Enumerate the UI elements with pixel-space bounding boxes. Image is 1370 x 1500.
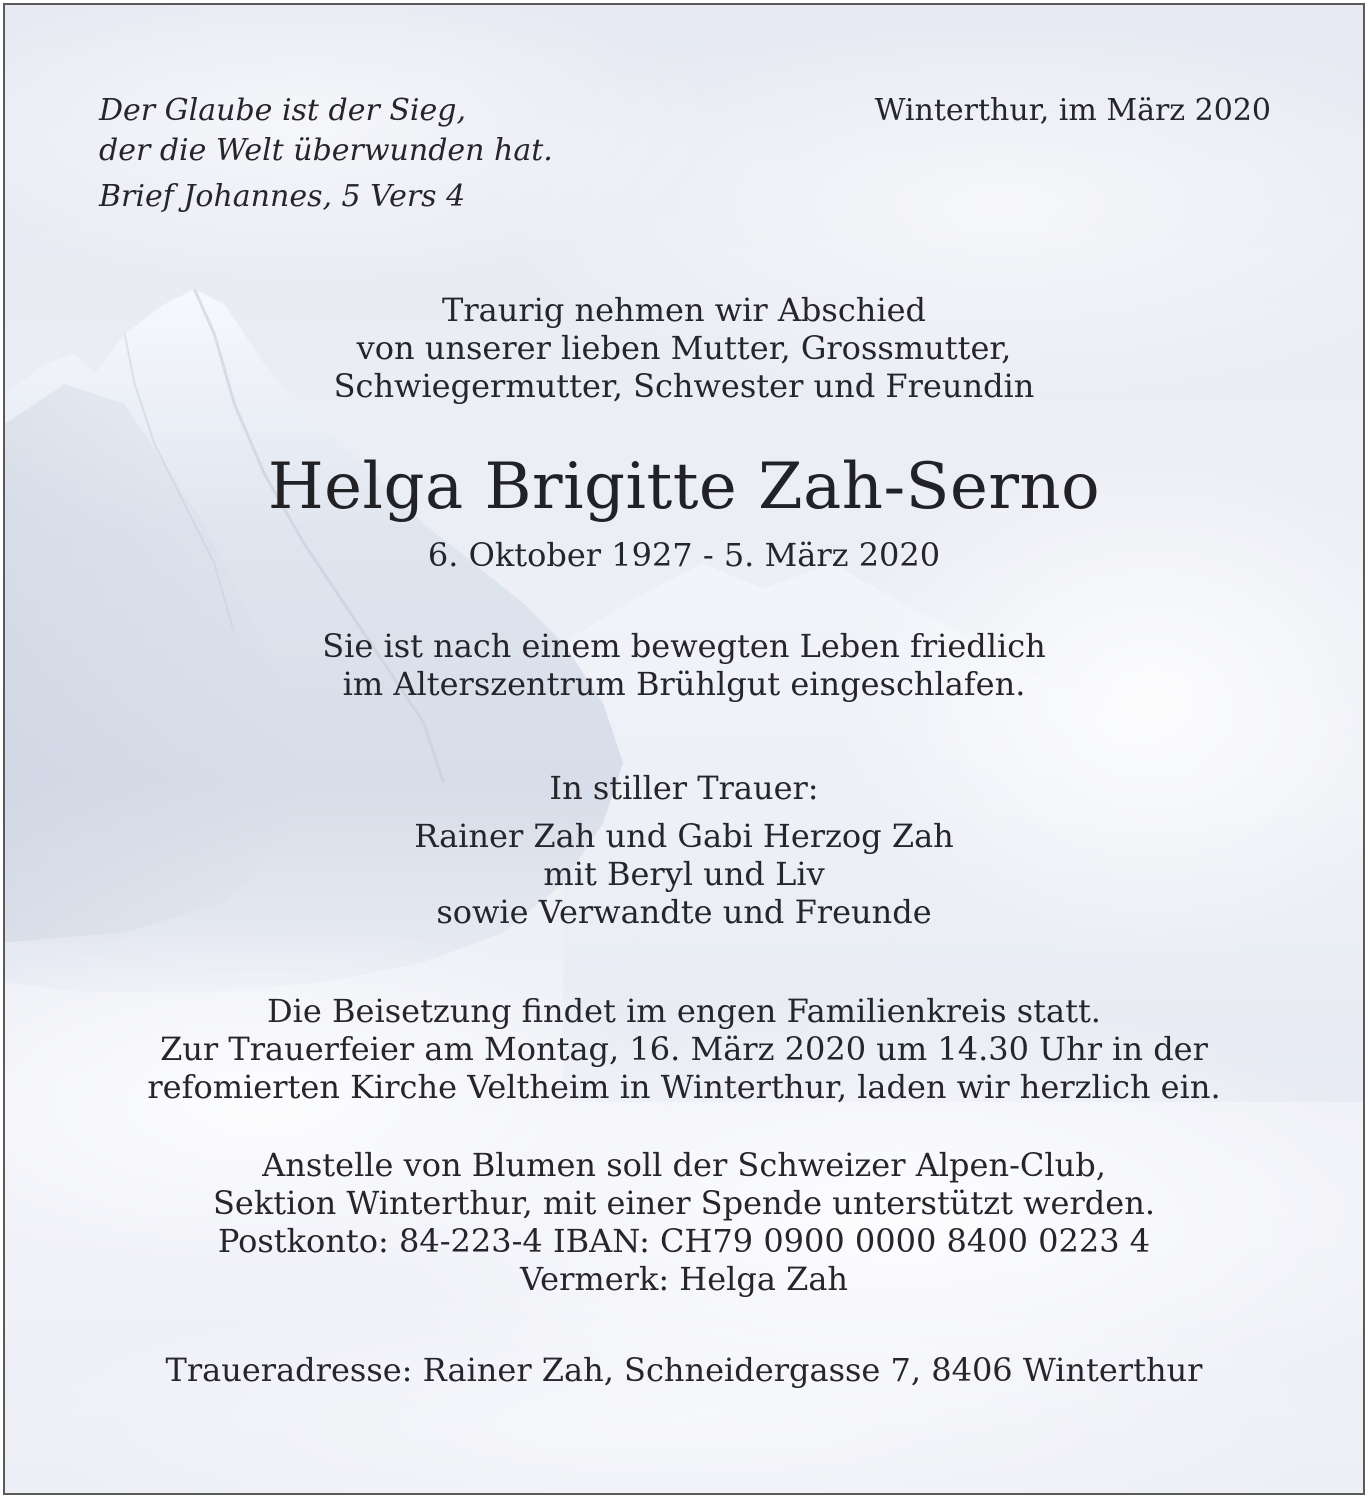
service-line-3: refomierten Kirche Veltheim in Winterthur, laden wir herzlich ein. (147, 1068, 1221, 1106)
donation-line-1: Anstelle von Blumen soll der Schweizer Alpen-Club, (262, 1146, 1106, 1184)
passing-text (5, 627, 1363, 703)
donation-line-3: Postkonto: 84-223-4 IBAN: CH79 0900 0000 8400 0223 4 (217, 1222, 1151, 1260)
donation-line-4: Vermerk: Helga Zah (519, 1260, 849, 1298)
passing-line-1: Sie ist nach einem bewegten Leben friedlich (322, 627, 1046, 665)
deceased-name: Helga Brigitte Zah-Serno (267, 450, 1101, 524)
service-line-2: Zur Trauerfeier am Montag, 16. März 2020 um 14.30 Uhr in der (160, 1030, 1208, 1068)
mourners-line-2: mit Beryl und Liv (543, 855, 825, 893)
intro-line-2: von unserer lieben Mutter, Grossmutter, (356, 329, 1012, 367)
donation-text (5, 1146, 1363, 1298)
passing-line-2: im Alterszentrum Brühlgut eingeschlafen. (342, 665, 1026, 703)
mourners-list (5, 817, 1363, 931)
intro-line-1: Traurig nehmen wir Abschied (441, 291, 927, 329)
donation-line-2: Sektion Winterthur, mit einer Spende unterstützt werden. (213, 1184, 1155, 1222)
bible-quote (99, 91, 553, 217)
quote-line-1: Der Glaube ist der Sieg, (99, 93, 467, 128)
quote-line-2: der die Welt überwunden hat. (99, 133, 553, 168)
place-date: Winterthur, im März 2020 (874, 93, 1271, 128)
mourning-address: Traueradresse: Rainer Zah, Schneidergasse 7, 8406 Winterthur (165, 1351, 1203, 1389)
life-dates: 6. Oktober 1927 - 5. März 2020 (427, 536, 941, 574)
mourners-line-3: sowie Verwandte und Freunde (436, 893, 932, 931)
intro-line-3: Schwiegermutter, Schwester und Freundin (333, 367, 1035, 405)
obituary-card (3, 3, 1365, 1495)
mourners-line-1: Rainer Zah und Gabi Herzog Zah (414, 817, 954, 855)
intro-text (5, 291, 1363, 405)
service-line-1: Die Beisetzung findet im engen Familienkreis statt. (267, 992, 1101, 1030)
quote-reference: Brief Johannes, 5 Vers 4 (99, 179, 466, 214)
service-text (5, 992, 1363, 1106)
obituary-content (5, 5, 1363, 1493)
mourners-heading: In stiller Trauer: (549, 769, 819, 807)
